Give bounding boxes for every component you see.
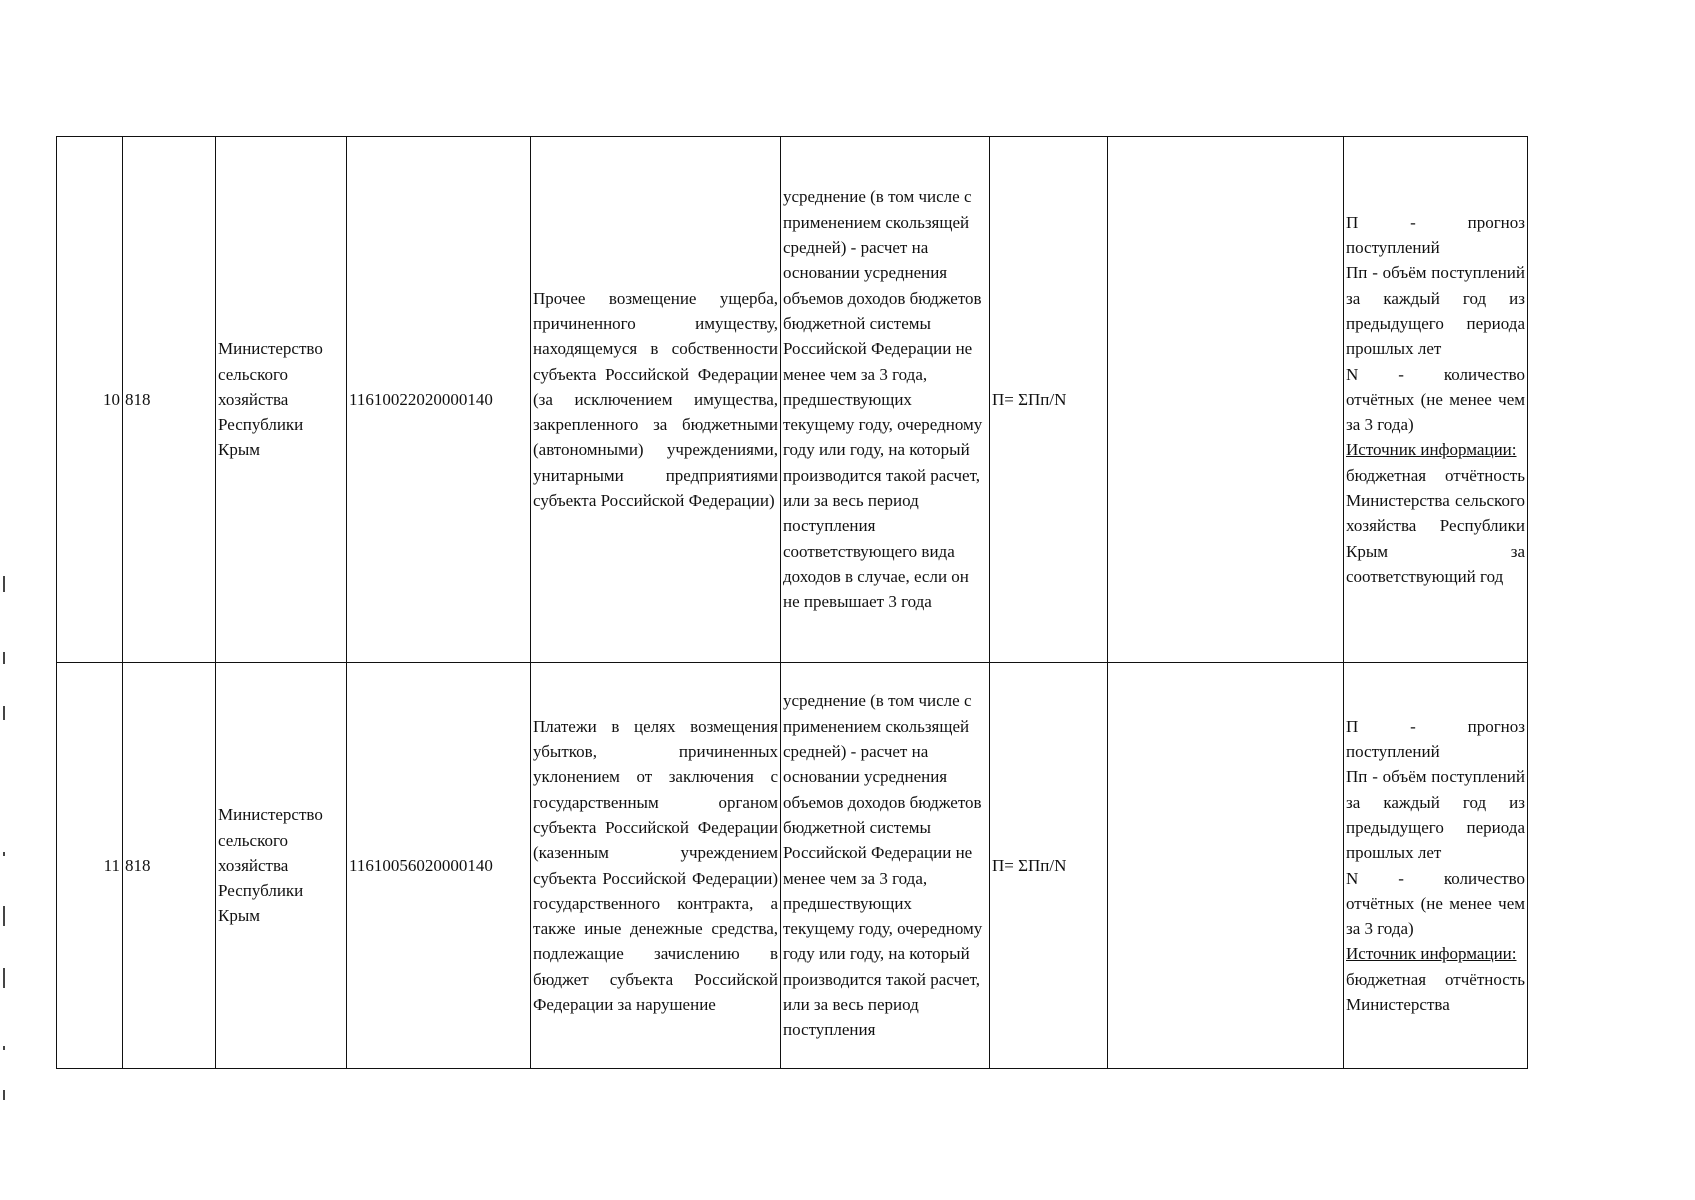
admin-code: 818 xyxy=(123,663,216,1069)
scan-mark xyxy=(3,576,5,592)
source-title: Источник информации: xyxy=(1346,440,1517,460)
administrator-name: Министерство сельского хозяйства Республики Крым xyxy=(216,137,347,663)
source-title: Источник информации: xyxy=(1346,944,1517,964)
formula: П= ΣПп/N xyxy=(990,137,1108,663)
legend-cell xyxy=(1344,663,1528,1069)
scan-mark xyxy=(3,652,5,664)
calculation-method: усреднение (в том числе с применением скользящей средней) - расчет на основании усреднения объемов доходов бюджетов бюджетной системы Российской Федерации не менее чем за 3 года, предшествующих текущему году, очередному году или году, на который производится такой расчет, или за весь период поступления соответствующего вида доходов в случае, если он не превышает 3 года xyxy=(781,137,990,663)
scan-mark xyxy=(3,968,5,988)
scan-mark xyxy=(3,906,5,926)
scan-mark xyxy=(3,706,5,720)
formula-legend: П - прогноз поступлений Пп - объём поступлений за каждый год из предыдущего периода прошлых лет N - количество отчётных (не менее чем за 3 года) xyxy=(1346,212,1525,435)
administrator-name: Министерство сельского хозяйства Республики Крым xyxy=(216,663,347,1069)
notes-cell xyxy=(1108,663,1344,1069)
revenue-description: Платежи в целях возмещения убытков, причиненных уклонением от заключения с государственным органом субъекта Российской Федерации (казенным учреждением субъекта Российской Федерации) государственного контракта, а также иные денежные средства, подлежащие зачислению в бюджет субъекта Российской Федерации за нарушение xyxy=(531,663,781,1069)
formula: П= ΣПп/N xyxy=(990,663,1108,1069)
scan-mark xyxy=(3,852,5,856)
formula-legend: П - прогноз поступлений Пп - объём поступлений за каждый год из предыдущего периода прошлых лет N - количество отчётных (не менее чем за 3 года) xyxy=(1346,716,1525,939)
kbk-code: 11610022020000140 xyxy=(347,137,531,663)
notes-cell xyxy=(1108,137,1344,663)
row-index: 11 xyxy=(57,663,123,1069)
revenue-methodology-table xyxy=(56,136,1528,1069)
scan-margin-marks xyxy=(3,0,13,1103)
legend-cell xyxy=(1344,137,1528,663)
admin-code: 818 xyxy=(123,137,216,663)
source-text: бюджетная отчётность Министерства сельского хозяйства Республики Крым за соответствующий год xyxy=(1346,465,1525,586)
kbk-code: 11610056020000140 xyxy=(347,663,531,1069)
row-index: 10 xyxy=(57,137,123,663)
scan-mark xyxy=(3,1046,5,1050)
table-row xyxy=(57,137,1528,663)
table-row xyxy=(57,663,1528,1069)
source-text: бюджетная отчётность Министерства xyxy=(1346,969,1525,1014)
revenue-description: Прочее возмещение ущерба, причиненного имуществу, находящемуся в собственности субъекта Российской Федерации (за исключением имущества, закрепленного за бюджетными (автономными) учреждениями, унитарными предприятиями субъекта Российской Федерации) xyxy=(531,137,781,663)
calculation-method: усреднение (в том числе с применением скользящей средней) - расчет на основании усреднения объемов доходов бюджетов бюджетной системы Российской Федерации не менее чем за 3 года, предшествующих текущему году, очередному году или году, на который производится такой расчет, или за весь период поступления xyxy=(781,663,990,1069)
scan-mark xyxy=(3,1090,5,1100)
